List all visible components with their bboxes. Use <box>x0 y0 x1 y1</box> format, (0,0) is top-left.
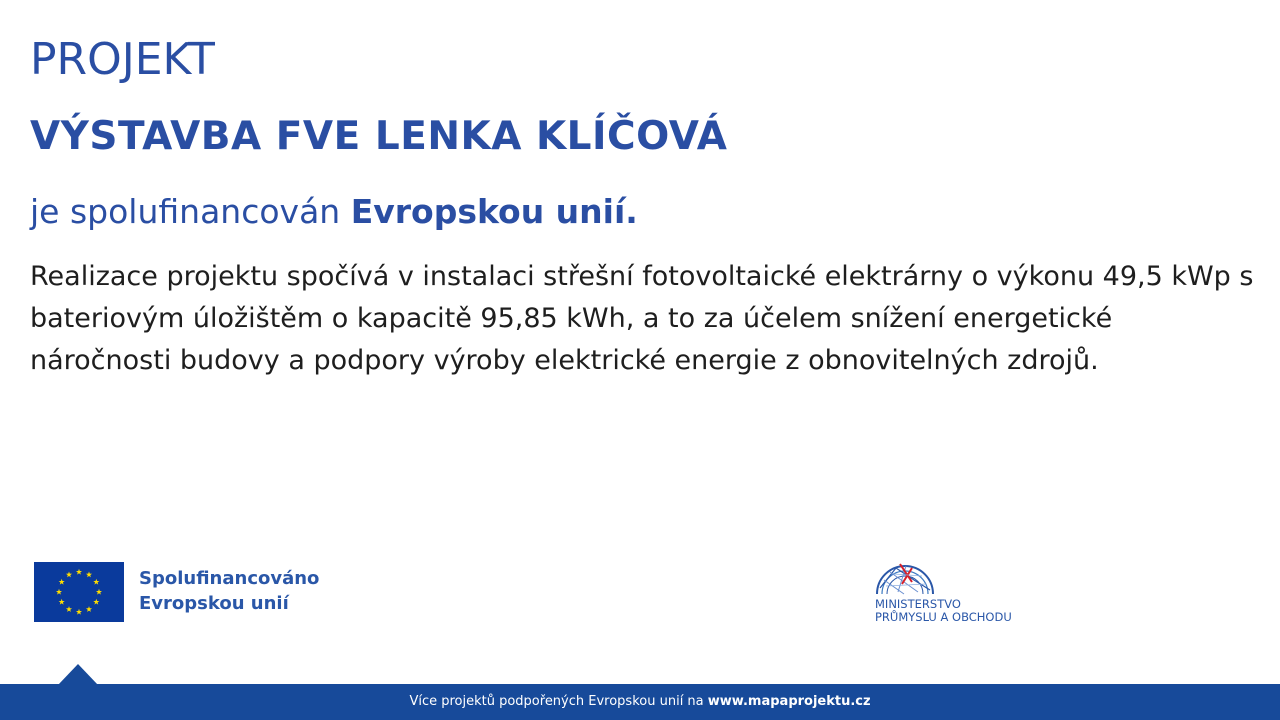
cofinanced-line <box>30 192 638 231</box>
footer-notch <box>58 664 98 685</box>
cofinanced-prefix: je spolufinancován <box>30 192 351 231</box>
footer-link[interactable]: www.mapaprojektu.cz <box>707 694 871 709</box>
cofinanced-emphasis: Evropskou unií. <box>350 192 638 231</box>
project-description: Realizace projektu spočívá v instalaci střešní fotovoltaické elektrárny o výkonu 49,5 kWp s bateriovým úložištěm o kapacitě 95,85 kWh, a to za účelem snížení energetické náročnosti budovy a podpory výroby elektrické energie z obnovitelných zdrojů. <box>30 261 1254 376</box>
project-label: PROJEKT <box>30 34 215 85</box>
eu-flag-icon <box>34 562 124 622</box>
eu-text-line1: Spolufinancováno <box>139 568 320 589</box>
footer-text: Více projektů podpořených Evropskou unií na <box>409 694 708 709</box>
ministry-text-line1: MINISTERSTVO <box>875 597 961 611</box>
eu-text-line2: Evropskou unií <box>139 593 289 614</box>
ministry-text-line2: PRŮMYSLU A OBCHODU <box>875 610 1012 624</box>
footer-bar <box>0 684 1280 720</box>
eu-cofinanced-text <box>139 566 319 616</box>
ministry-logo-icon <box>874 562 936 596</box>
project-title: VÝSTAVBA FVE LENKA KLÍČOVÁ <box>30 114 728 159</box>
ministry-text <box>875 598 1012 624</box>
